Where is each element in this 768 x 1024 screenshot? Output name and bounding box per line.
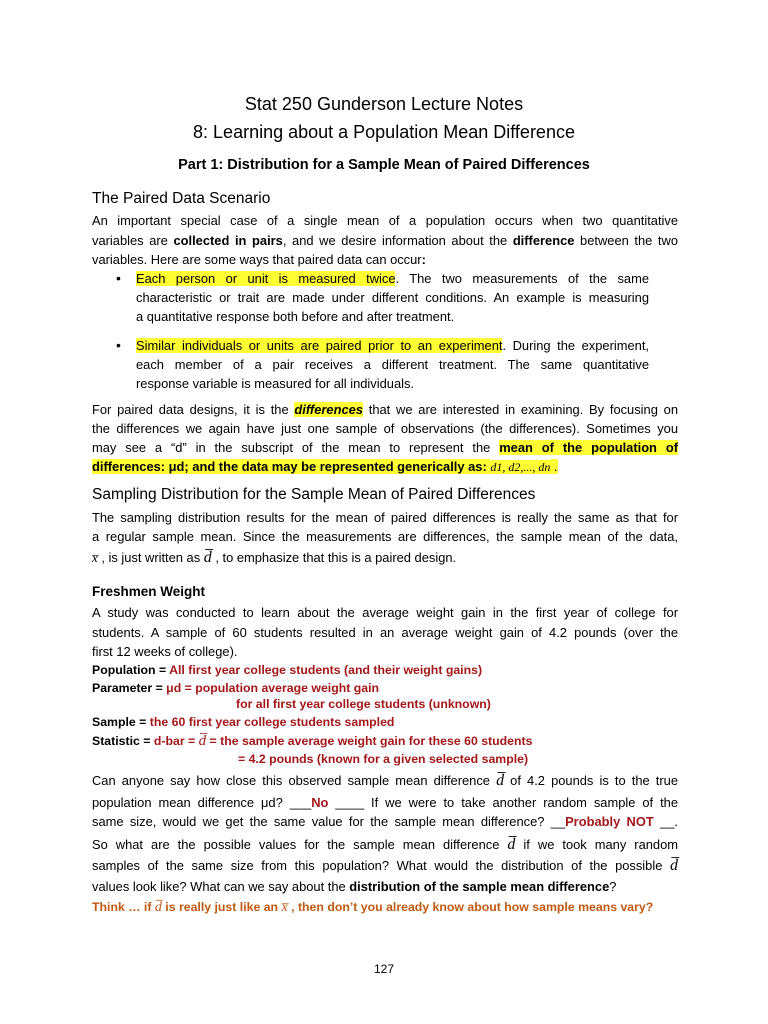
text-run: , to emphasize that this is a paired design.	[211, 550, 457, 565]
question-line	[92, 795, 678, 811]
highlighted-bold-italic-text: differences	[294, 402, 363, 417]
paragraph-line	[92, 402, 678, 418]
parameter-value: μd = population average weight gain	[166, 681, 380, 695]
population-line	[92, 662, 482, 678]
population-label: Population =	[92, 663, 170, 677]
bullet-line	[136, 338, 649, 354]
bold-text: collected in pairs	[173, 233, 283, 248]
highlighted-bold-text: differences: μd; and the data may be represented generically as:	[92, 459, 491, 474]
d-bar-symbol: d̅	[507, 836, 516, 853]
bullet-marker: •	[116, 270, 121, 286]
sample-label: Sample =	[92, 715, 150, 729]
statistic-value-continued: = 4.2 pounds (known for a given selected sample)	[238, 752, 529, 766]
text-run: __.	[653, 814, 678, 829]
d-bar-symbol: d̅	[496, 772, 505, 789]
text-run: if we took many random	[515, 837, 678, 852]
think-line	[92, 899, 653, 916]
text-run: between the two	[574, 233, 678, 248]
text-run: same size, would we get the same value for the sample mean difference? __	[92, 814, 566, 829]
bullet-line: response variable is measured for all individuals.	[136, 376, 415, 391]
chapter-title: 8: Learning about a Population Mean Difference	[193, 122, 575, 142]
section-heading-sampling-distribution: Sampling Distribution for the Sample Mean of Paired Differences	[92, 486, 536, 503]
d-bar-symbol: d̅	[154, 900, 162, 915]
text-run: samples of the same size from this population? What would the distribution of the possible	[92, 858, 670, 873]
paragraph-line	[92, 252, 426, 268]
paragraph-line	[92, 440, 678, 456]
text-run: ____ If we were to take another random sample of the	[328, 795, 679, 810]
highlighted-bold-text: mean of the population of	[499, 440, 678, 455]
bullet-line: a quantitative response both before and after treatment.	[136, 309, 455, 324]
text-run: Can anyone say how close this observed sample mean difference	[92, 773, 497, 788]
paragraph-line: the differences we again have just one sample of observations (the differences). Sometimes you	[92, 421, 678, 436]
question-line	[92, 814, 678, 830]
statistic-value: = the sample average weight gain for these 60 students	[206, 734, 533, 748]
think-text: , then don’t you already know about how sample means vary?	[287, 900, 654, 914]
lecture-title: Stat 250 Gunderson Lecture Notes	[244, 94, 524, 114]
population-value: All first year college students (and their weight gains)	[169, 663, 483, 677]
statistic-value: d-bar =	[153, 734, 199, 748]
text-run: .	[550, 459, 558, 474]
statistic-label: Statistic =	[92, 734, 154, 748]
highlighted-text: Each person or unit is measured twice	[136, 271, 396, 286]
question-line	[92, 837, 678, 853]
question-line	[92, 879, 616, 895]
example-heading: Freshmen Weight	[92, 584, 206, 599]
text-run: values look like? What can we say about the	[92, 879, 350, 894]
text-run: variables are	[92, 233, 174, 248]
part-heading: Part 1: Distribution for a Sample Mean of Paired Differences	[178, 157, 590, 173]
question-line	[92, 858, 678, 874]
statistic-line-2	[238, 751, 528, 767]
text-run: may see a “d” in the subscript of the mean to represent the	[92, 440, 500, 455]
paragraph-line: The sampling distribution results for the mean of paired differences is really the same as that for	[92, 510, 678, 525]
paragraph-line: a regular sample mean. Since the measurements are differences, the sample mean of the data,	[92, 529, 678, 544]
text-run: variables. Here are some ways that paired data can occur	[92, 252, 422, 267]
bold-text: distribution of the sample mean difference	[349, 879, 610, 894]
parameter-label: Parameter =	[92, 681, 167, 695]
bullet-marker: •	[116, 337, 121, 353]
d-bar-symbol: d̅	[203, 549, 212, 566]
text-run: . The two measurements of the same	[395, 271, 649, 286]
highlighted-text: Similar individuals or units are paired prior to an experiment	[136, 338, 503, 353]
x-bar-symbol: x̅	[281, 900, 288, 915]
bold-text: :	[421, 252, 426, 267]
paragraph-line: first 12 weeks of college).	[92, 644, 238, 659]
sample-value: the 60 first year college students sampled	[149, 715, 395, 729]
d-bar-symbol: d̅	[670, 857, 678, 874]
text-run: , is just written as	[97, 550, 204, 565]
answer-probably-not: Probably NOT	[565, 814, 654, 829]
bullet-line: characteristic or trait are made under different conditions. An example is measuring	[136, 290, 649, 305]
bullet-line	[136, 271, 649, 287]
parameter-line	[92, 680, 379, 696]
text-run: ?	[609, 879, 617, 894]
paragraph-line: An important special case of a single mean of a population occurs when two quantitative	[92, 213, 678, 228]
question-line	[92, 773, 678, 789]
text-run: , and we desire information about the	[282, 233, 513, 248]
text-run: So what are the possible values for the sample mean difference	[92, 837, 508, 852]
paragraph-line	[92, 550, 456, 566]
paragraph-line	[92, 233, 678, 249]
text-run: For paired data designs, it is the	[92, 402, 295, 417]
answer-no: No	[311, 795, 329, 810]
x-bar-symbol: x̅	[92, 551, 98, 565]
section-heading-paired-data: The Paired Data Scenario	[92, 190, 271, 207]
paragraph-line: students. A sample of 60 students resulted in an average weight gain of 4.2 pounds (over the	[92, 625, 678, 640]
text-run: . During the experiment,	[502, 338, 649, 353]
parameter-value-continued: for all first year college students (unknown)	[236, 697, 491, 711]
parameter-line-2	[236, 696, 491, 712]
d-bar-symbol: d̅	[198, 733, 207, 749]
bold-text: difference	[512, 233, 575, 248]
text-run: of 4.2 pounds is to the true	[504, 773, 678, 788]
text-run: that we are interested in examining. By focusing on	[362, 402, 678, 417]
think-text: Think … if	[92, 900, 155, 914]
sample-line	[92, 714, 394, 730]
bullet-line: each member of a pair receives a different treatment. The same quantitative	[136, 357, 649, 372]
page-number: 127	[373, 962, 395, 976]
text-run: population mean difference μd? ___	[92, 795, 312, 810]
paragraph-line	[92, 459, 558, 475]
paragraph-line: A study was conducted to learn about the average weight gain in the first year of college for	[92, 605, 678, 620]
think-text: is really just like an	[161, 900, 282, 914]
data-notation: d1, d2,..., dn	[490, 460, 551, 474]
statistic-line	[92, 733, 532, 749]
